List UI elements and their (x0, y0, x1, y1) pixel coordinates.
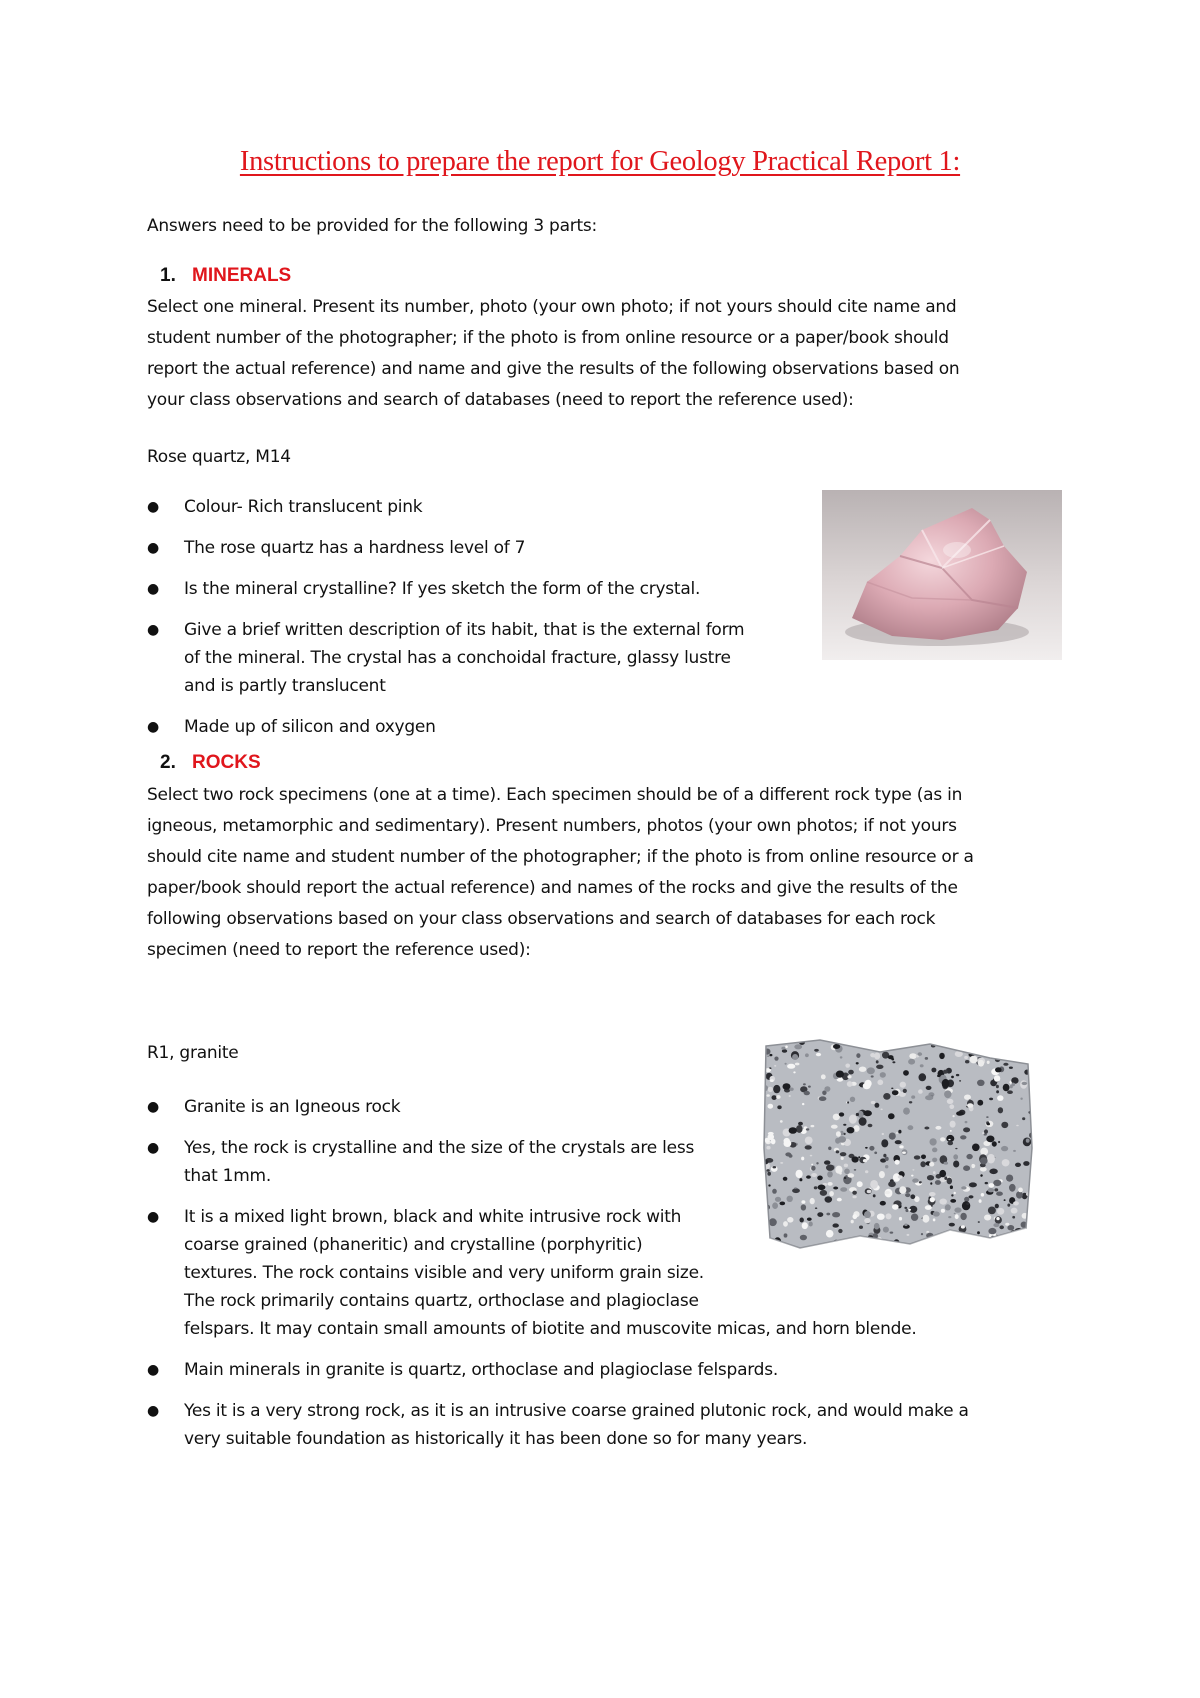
minerals-number: 1. (160, 265, 176, 286)
list-item: ● Main minerals in granite is quartz, orthoclase and plagioclase felspards. (147, 1356, 1067, 1384)
minerals-instructions (147, 292, 959, 416)
rocks-heading (160, 752, 261, 774)
rocks-instructions (147, 780, 974, 966)
rock-specimen-label: R1, granite (147, 1043, 239, 1063)
rocks-instruction-line: Select two rock specimens (one at a time). Each specimen should be of a different rock type (as in (147, 785, 963, 805)
rocks-label: ROCKS (192, 752, 261, 773)
minerals-heading (160, 265, 291, 287)
rocks-instruction-line: paper/book should report the actual reference) and names of the rocks and give the results of the (147, 878, 958, 898)
bullet-icon: ● (147, 540, 159, 556)
list-item: ● Granite is an Igneous rock (147, 1093, 1067, 1121)
minerals-instruction-line: report the actual reference) and name and give the results of the following observations based on (147, 359, 960, 379)
list-item: ● Colour- Rich translucent pink (147, 493, 807, 521)
list-item: ● Give a brief written description of its habit, that is the external form of the mineral. The crystal has a conchoidal fracture, glassy lustre and is partly translucent (147, 616, 807, 700)
bullet-icon: ● (147, 1362, 159, 1378)
intro-text: Answers need to be provided for the following 3 parts: (147, 216, 597, 236)
granite-photo (760, 1038, 1035, 1260)
mineral-observation-list (147, 493, 807, 741)
minerals-instruction-line: Select one mineral. Present its number, photo (your own photo; if not yours should cite name and (147, 297, 957, 317)
bullet-icon: ● (147, 719, 159, 735)
bullet-icon: ● (147, 622, 159, 638)
bullet-icon: ● (147, 499, 159, 515)
mineral-specimen-label: Rose quartz, M14 (147, 447, 291, 467)
page-title: Instructions to prepare the report for Geology Practical Report 1: (239, 146, 961, 177)
rose-quartz-photo (822, 490, 1062, 660)
minerals-instruction-line: student number of the photographer; if the photo is from online resource or a paper/book should (147, 328, 949, 348)
rocks-instruction-line: igneous, metamorphic and sedimentary). Present numbers, photos (your own photos; if not yours (147, 816, 957, 836)
bullet-icon: ● (147, 1403, 159, 1419)
bullet-icon: ● (147, 1140, 159, 1156)
bullet-icon: ● (147, 1209, 159, 1225)
list-item: ● The rose quartz has a hardness level of 7 (147, 534, 807, 562)
rocks-instruction-line: specimen (need to report the reference used): (147, 940, 531, 960)
list-item: ● Made up of silicon and oxygen (147, 713, 807, 741)
rocks-number: 2. (160, 752, 176, 773)
bullet-icon: ● (147, 581, 159, 597)
rocks-instruction-line: following observations based on your class observations and search of databases for each rock (147, 909, 936, 929)
list-item: ● Yes, the rock is crystalline and the size of the crystals are less that 1mm. (147, 1134, 1067, 1190)
rocks-instruction-line: should cite name and student number of the photographer; if the photo is from online resource or a (147, 847, 974, 867)
list-item: ● It is a mixed light brown, black and white intrusive rock with coarse grained (phaneritic) and crystalline (porphyritic) textures. The rock contains visible and very uniform grain size. The rock primarily contains quartz, orthoclase and plagioclase felspars. It may contain small amounts of biotite and muscovite micas, and horn blende. (147, 1203, 1067, 1343)
list-item: ● Yes it is a very strong rock, as it is an intrusive coarse grained plutonic rock, and would make a very suitable foundation as historically it has been done so for many years. (147, 1397, 1067, 1453)
minerals-label: MINERALS (192, 265, 292, 286)
list-item: ● Is the mineral crystalline? If yes sketch the form of the crystal. (147, 575, 807, 603)
minerals-instruction-line: your class observations and search of databases (need to report the reference used): (147, 390, 854, 410)
bullet-icon: ● (147, 1099, 159, 1115)
